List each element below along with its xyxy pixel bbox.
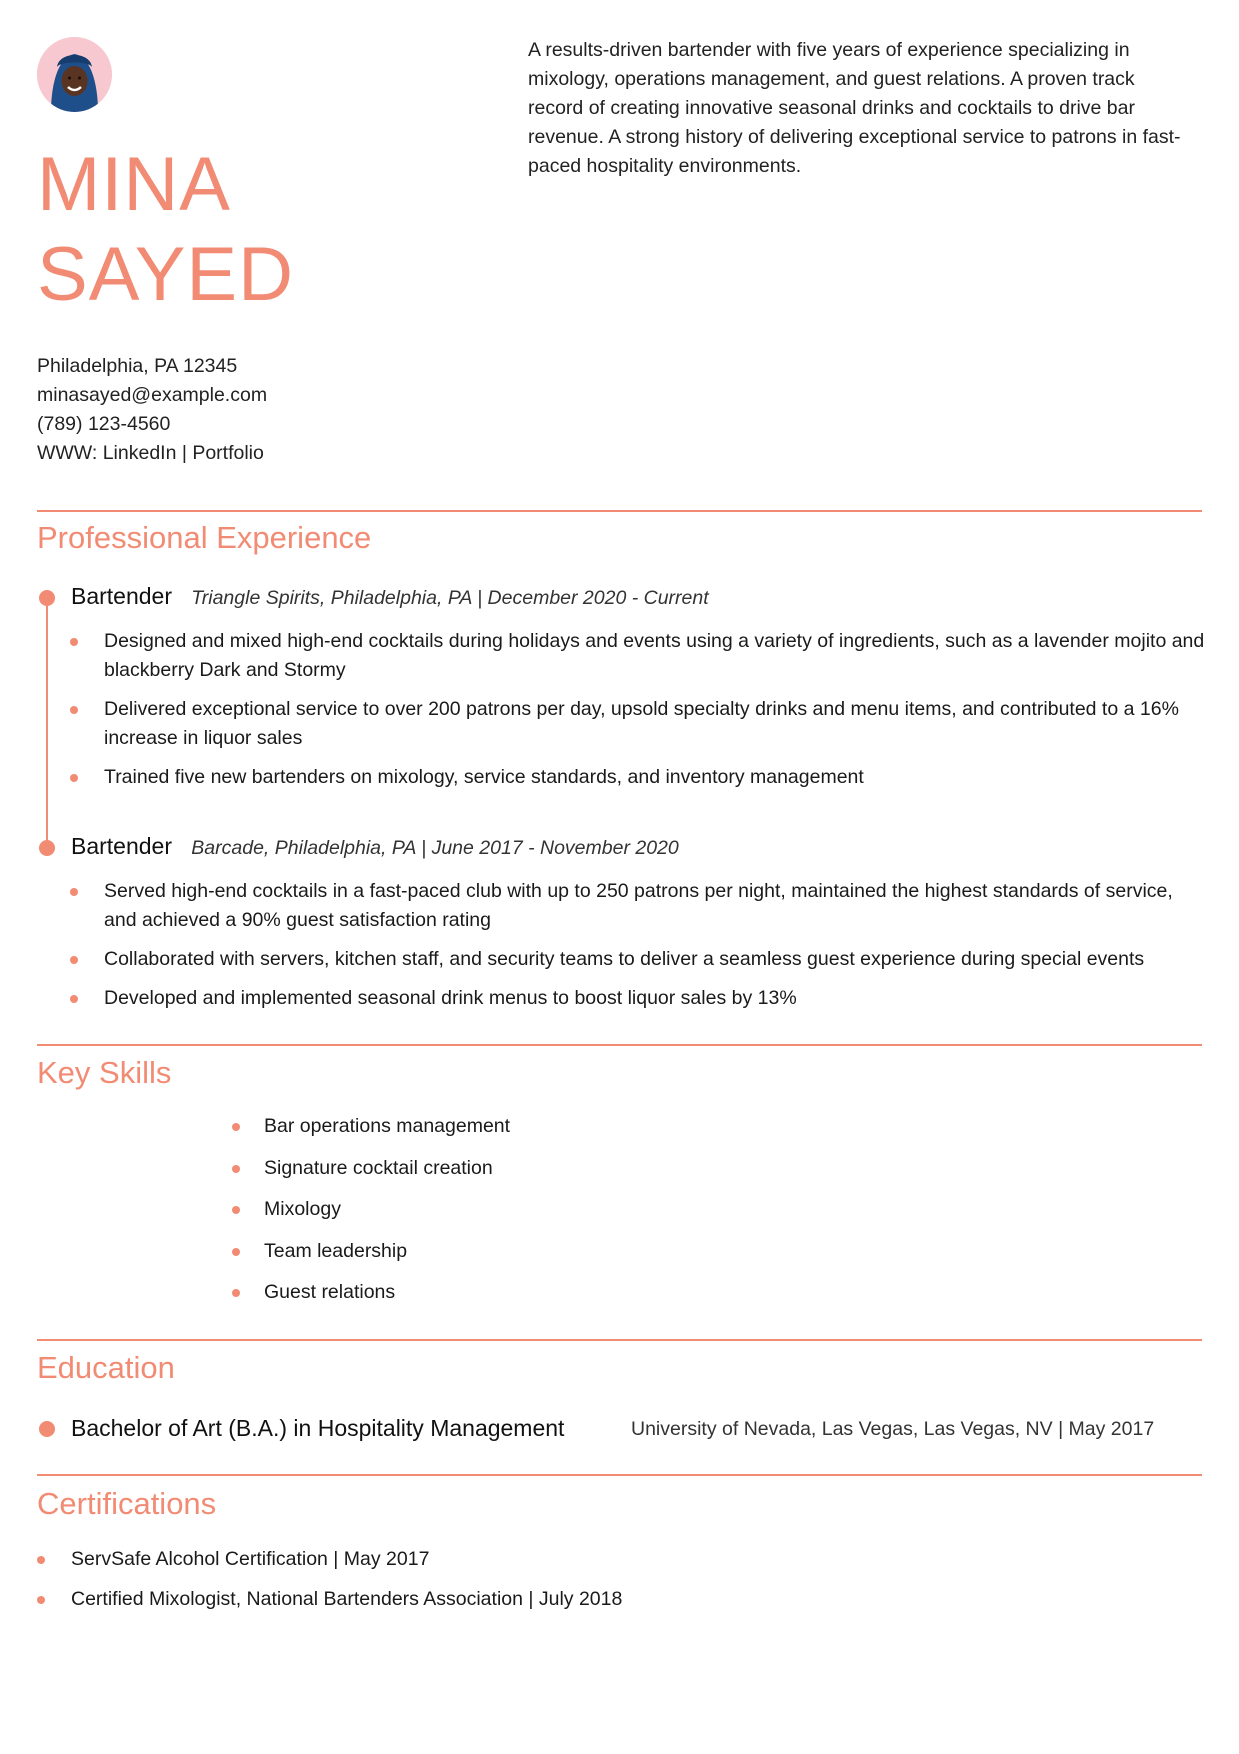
list-item: Trained five new bartenders on mixology, service standards, and inventory management xyxy=(70,763,1210,792)
job-meta: Barcade, Philadelphia, PA | June 2017 - November 2020 xyxy=(191,837,679,859)
timeline-dot xyxy=(39,590,55,606)
certifications-list xyxy=(37,1545,622,1625)
bullet-dot-icon xyxy=(70,774,78,782)
bullet-dot-icon xyxy=(70,888,78,896)
bullet-dot-icon xyxy=(37,1596,45,1604)
candidate-name xyxy=(37,140,294,320)
contact-web-links[interactable]: WWW: LinkedIn | Portfolio xyxy=(37,442,264,464)
education-meta: University of Nevada, Las Vegas, Las Vegas, NV | May 2017 xyxy=(631,1418,1155,1440)
section-divider xyxy=(37,1044,1202,1046)
bullet-dot-icon xyxy=(70,956,78,964)
education-section-title: Education xyxy=(37,1350,175,1385)
bullet-dot-icon xyxy=(70,706,78,714)
list-item: Delivered exceptional service to over 200 patrons per day, upsold specialty drinks and menu items, and contributed to a 16% increase in liquor sales xyxy=(70,695,1210,753)
bullet-dot-icon xyxy=(70,638,78,646)
list-item: Bar operations management xyxy=(230,1112,510,1141)
job-bullets xyxy=(70,627,1210,802)
list-item: Team leadership xyxy=(230,1237,510,1266)
list-item: Served high-end cocktails in a fast-paced club with up to 250 patrons per night, maintained the highest standards of service, and achieved a 90% guest satisfaction rating xyxy=(70,877,1210,935)
job-meta: Triangle Spirits, Philadelphia, PA | December 2020 - Current xyxy=(191,587,709,609)
profile-photo-icon xyxy=(37,37,112,112)
list-item: ServSafe Alcohol Certification | May 2017 xyxy=(37,1545,622,1574)
job-title: Bartender xyxy=(71,833,173,859)
timeline-line xyxy=(46,600,48,850)
section-divider xyxy=(37,1474,1202,1476)
professional-summary: A results-driven bartender with five years of experience specializing in mixology, operations management, and guest relations. A proven track record of creating innovative seasonal drinks and cocktails to drive bar revenue. A strong history of delivering exceptional service to patrons in fast-paced hospitality environments. xyxy=(528,39,1181,177)
timeline-dot xyxy=(39,840,55,856)
list-item: Guest relations xyxy=(230,1278,510,1307)
job-title: Bartender xyxy=(71,583,173,609)
bullet-dot-icon xyxy=(232,1206,240,1214)
job-header xyxy=(71,833,679,862)
name-first: MINA xyxy=(37,142,231,227)
skills-section-title: Key Skills xyxy=(37,1055,172,1090)
name-last: SAYED xyxy=(37,232,295,317)
bullet-dot-icon xyxy=(37,1556,45,1564)
skills-list xyxy=(230,1112,510,1320)
bullet-dot-icon xyxy=(232,1165,240,1173)
list-item: Mixology xyxy=(230,1195,510,1224)
bullet-dot-icon xyxy=(70,995,78,1003)
list-item: Certified Mixologist, National Bartenders Association | July 2018 xyxy=(37,1585,622,1614)
list-item: Developed and implemented seasonal drink menus to boost liquor sales by 13% xyxy=(70,984,1210,1013)
list-item: Collaborated with servers, kitchen staff, and security teams to deliver a seamless guest experience during special events xyxy=(70,945,1210,974)
contact-address: Philadelphia, PA 12345 xyxy=(37,355,238,377)
section-divider xyxy=(37,510,1202,512)
list-item: Signature cocktail creation xyxy=(230,1154,510,1183)
certifications-section-title: Certifications xyxy=(37,1486,217,1521)
section-divider xyxy=(37,1339,1202,1341)
list-item: Designed and mixed high-end cocktails during holidays and events using a variety of ingredients, such as a lavender mojito and blackberry Dark and Stormy xyxy=(70,627,1210,685)
degree-title: Bachelor of Art (B.A.) in Hospitality Management xyxy=(71,1415,565,1441)
bullet-dot-icon xyxy=(232,1248,240,1256)
job-bullets xyxy=(70,877,1210,1023)
contact-block xyxy=(37,352,267,468)
avatar xyxy=(37,37,112,112)
experience-section-title: Professional Experience xyxy=(37,520,372,555)
job-header xyxy=(71,583,709,612)
contact-phone: (789) 123-4560 xyxy=(37,413,171,435)
bullet-dot-icon xyxy=(232,1123,240,1131)
bullet-dot-icon xyxy=(232,1289,240,1297)
education-dot xyxy=(39,1421,55,1437)
contact-email[interactable]: minasayed@example.com xyxy=(37,384,268,406)
